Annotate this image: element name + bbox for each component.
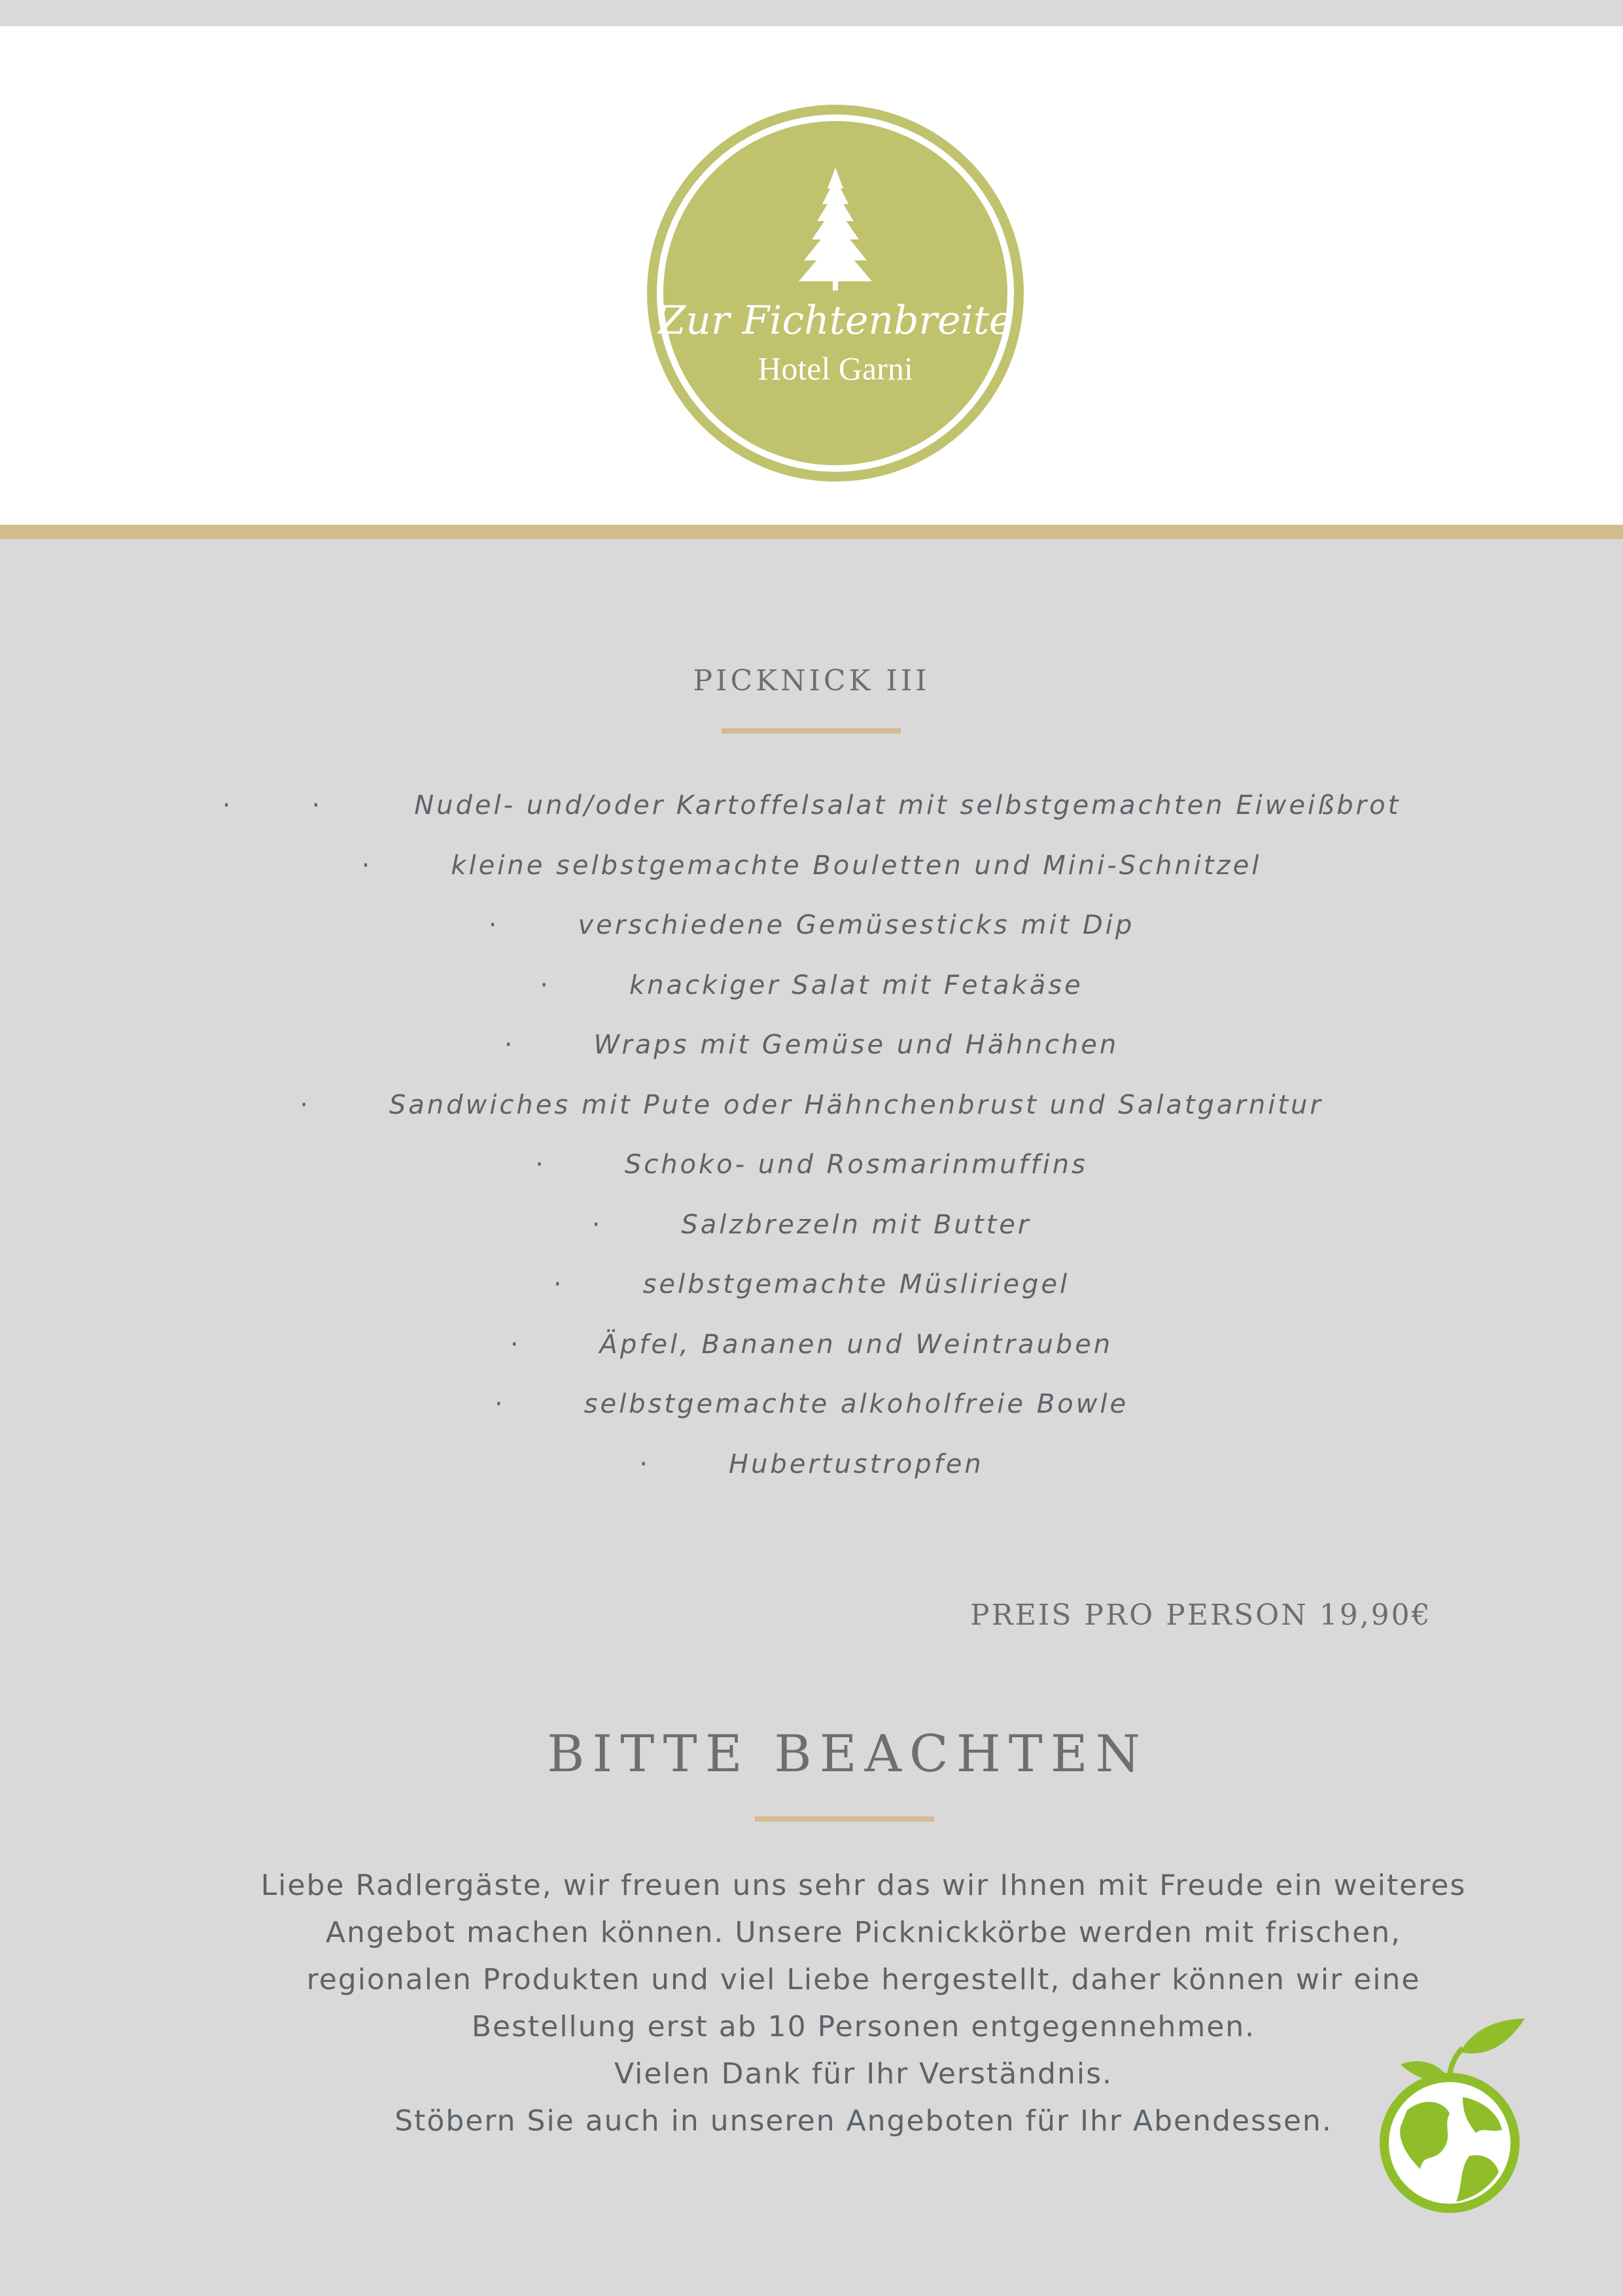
bullet: ·	[504, 1030, 515, 1060]
list-item	[0, 956, 1623, 1016]
bullet: ·	[311, 790, 323, 821]
list-item	[0, 1315, 1623, 1375]
menu-item-text: verschiedene Gemüsesticks mit Dip	[578, 910, 1135, 940]
notice-line: Liebe Radlergäste, wir freuen uns sehr das wir Ihnen mit Freude ein weiteres	[260, 1869, 1467, 1902]
earth-sprout-icon	[1371, 2012, 1528, 2221]
bullet: ·	[639, 1449, 650, 1479]
price-per-person: PREIS PRO PERSON 19,90€	[970, 1598, 1432, 1632]
logo-subtitle: Hotel Garni	[758, 350, 913, 387]
bullet: ·	[535, 1150, 546, 1180]
menu-item-text: Wraps mit Gemüse und Hähnchen	[593, 1030, 1119, 1060]
list-item	[0, 1016, 1623, 1076]
list-item	[0, 1195, 1623, 1256]
bullet: ·	[553, 1269, 565, 1299]
menu-item-text: Salzbrezeln mit Butter	[681, 1209, 1032, 1240]
list-item	[0, 1255, 1623, 1315]
list-item	[0, 776, 1623, 836]
menu-item-text: selbstgemachte alkoholfreie Bowle	[584, 1389, 1129, 1419]
notice-line: Angebot machen können. Unsere Picknickkörbe werden mit frischen,	[325, 1916, 1402, 1949]
notice-heading: BITTE BEACHTEN	[547, 1725, 1148, 1784]
bullet: ·	[591, 1209, 603, 1240]
menu-title: PICKNICK III	[693, 664, 930, 698]
menu-item-text: knackiger Salat mit Fetakäse	[629, 970, 1083, 1000]
bullet: ·	[300, 1089, 311, 1120]
bullet: ·	[361, 850, 373, 881]
list-item	[0, 836, 1623, 896]
menu-item-text: selbstgemachte Müsliriegel	[642, 1269, 1070, 1299]
notice-line: regionalen Produkten und viel Liebe hergestellt, daher können wir eine	[306, 1963, 1421, 1996]
list-item	[0, 1375, 1623, 1435]
title-underline	[722, 728, 901, 733]
notice-line: Bestellung erst ab 10 Personen entgegennehmen.	[471, 2010, 1256, 2043]
menu-item-text: Äpfel, Bananen und Weintrauben	[599, 1329, 1113, 1360]
menu-item-text: Hubertustropfen	[728, 1449, 984, 1479]
header-divider	[0, 525, 1623, 539]
notice-line: Stöbern Sie auch in unseren Angeboten für Ihr Abendessen.	[394, 2104, 1333, 2138]
menu-item-text: Schoko- und Rosmarinmuffins	[624, 1150, 1088, 1180]
menu-item-text: Nudel- und/oder Kartoffelsalat mit selbstgemachten Eiweißbrot	[414, 790, 1401, 821]
notice-line: Vielen Dank für Ihr Verständnis.	[614, 2057, 1113, 2091]
logo-script-text: Zur Fichtenbreite	[658, 298, 1013, 344]
bullet: ·	[510, 1329, 521, 1360]
bullet: ·	[488, 910, 500, 940]
menu-item-text: Sandwiches mit Pute oder Hähnchenbrust und Salatgarnitur	[389, 1089, 1323, 1120]
bullet: ·	[494, 1389, 506, 1419]
hotel-logo	[647, 105, 1024, 482]
menu-item-list	[0, 776, 1623, 1494]
notice-text	[170, 1862, 1557, 2145]
list-item	[0, 1135, 1623, 1195]
bullet: ·	[540, 970, 551, 1000]
bullet: ·	[222, 790, 234, 821]
heading-underline	[755, 1816, 934, 1822]
list-item	[0, 896, 1623, 956]
list-item	[0, 1435, 1623, 1495]
list-item	[0, 1076, 1623, 1136]
menu-item-text: kleine selbstgemachte Bouletten und Mini-Schnitzel	[451, 850, 1262, 881]
